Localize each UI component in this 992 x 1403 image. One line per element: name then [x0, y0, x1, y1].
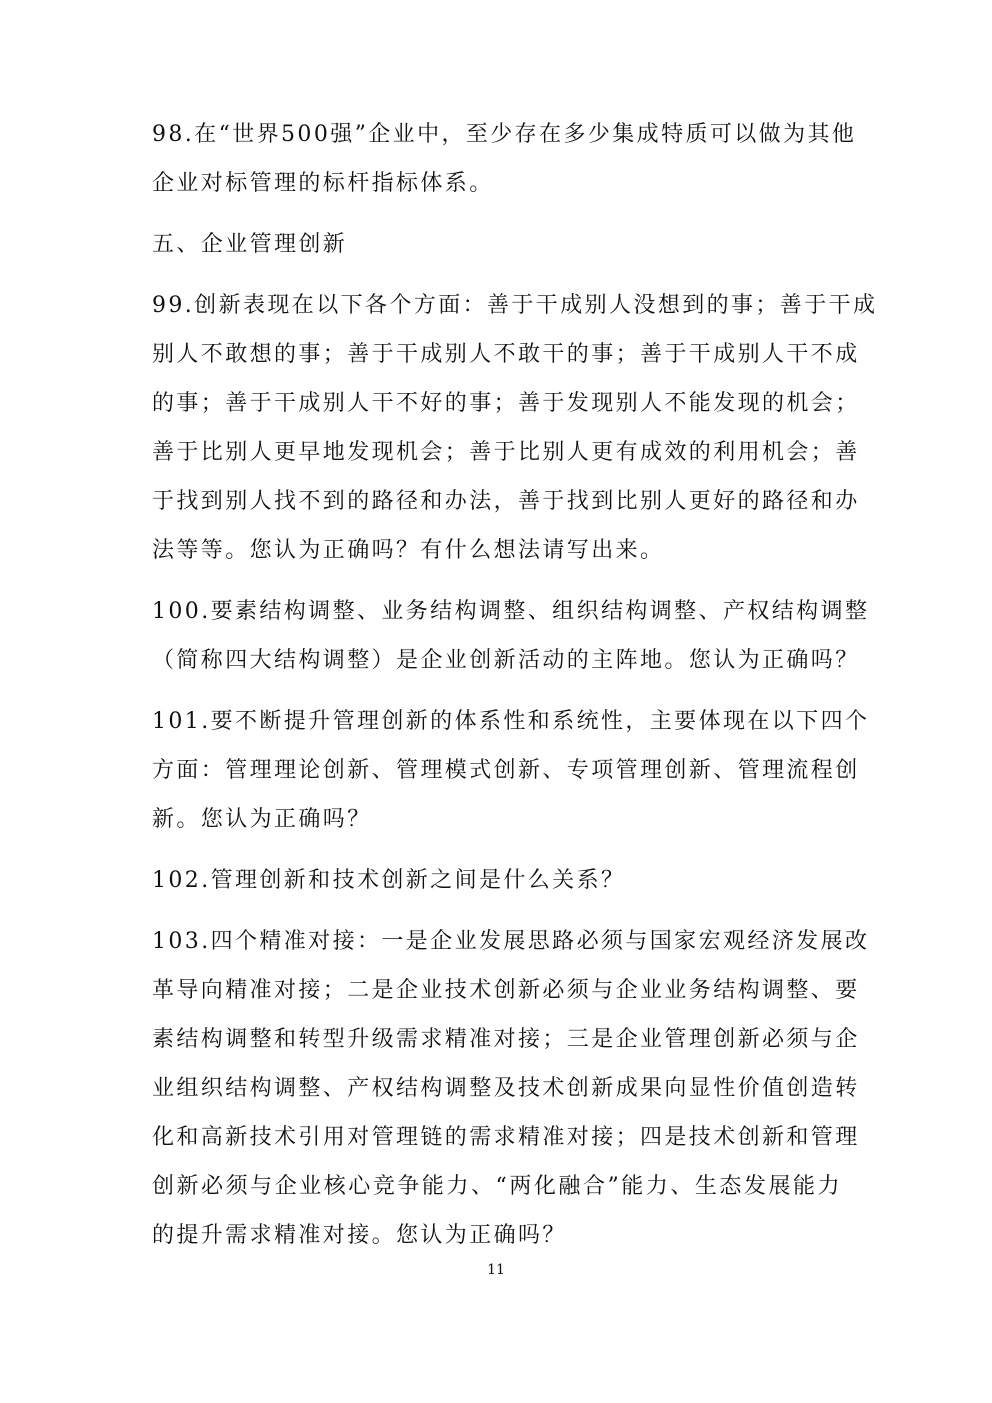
text-line: 革导向精准对接；二是企业技术创新必须与企业业务结构调整、要 [152, 978, 860, 1003]
text-line: 业组织结构调整、产权结构调整及技术创新成果向显性价值创造转 [152, 1076, 860, 1101]
section-heading [152, 220, 842, 269]
text-line: 别人不敢想的事；善于干成别人不敢干的事；善于干成别人干不成 [152, 342, 860, 367]
text-line: 于找到别人找不到的路径和办法，善于找到比别人更好的路径和办 [152, 489, 860, 514]
text-line: 企业对标管理的标杆指标体系。 [152, 171, 494, 196]
text-line: 方面：管理理论创新、管理模式创新、专项管理创新、管理流程创 [152, 758, 860, 783]
question-99 [152, 281, 878, 575]
text-line: 的提升需求精准对接。您认为正确吗？ [152, 1223, 567, 1248]
text-line: 102.管理创新和技术创新之间是什么关系？ [152, 868, 626, 893]
section-title: 五、企业管理创新 [152, 232, 348, 257]
text-line: 100.要素结构调整、业务结构调整、组织结构调整、产权结构调整 [152, 599, 870, 624]
question-103 [152, 917, 870, 1260]
question-100 [152, 587, 870, 685]
text-line: 善于比别人更早地发现机会；善于比别人更有成效的利用机会；善 [152, 440, 860, 465]
question-98 [152, 110, 857, 208]
question-101 [152, 697, 870, 844]
question-102 [152, 856, 842, 905]
text-line: 创新必须与企业核心竞争能力、“两化融合”能力、生态发展能力 [152, 1174, 842, 1199]
text-line: 103.四个精准对接：一是企业发展思路必须与国家宏观经济发展改 [152, 929, 870, 954]
document-body [152, 110, 878, 1272]
text-line: 新。您认为正确吗？ [152, 807, 372, 832]
text-line: 101.要不断提升管理创新的体系性和系统性，主要体现在以下四个 [152, 709, 870, 734]
page-number: 11 [487, 1262, 505, 1278]
text-line: （简称四大结构调整）是企业创新活动的主阵地。您认为正确吗？ [152, 648, 860, 673]
text-line: 法等等。您认为正确吗？有什么想法请写出来。 [152, 538, 665, 563]
text-line: 的事；善于干成别人干不好的事；善于发现别人不能发现的机会； [152, 391, 860, 416]
text-line: 素结构调整和转型升级需求精准对接；三是企业管理创新必须与企 [152, 1027, 860, 1052]
text-line: 98.在“世界500强”企业中，至少存在多少集成特质可以做为其他 [152, 122, 857, 147]
text-line: 99.创新表现在以下各个方面：善于干成别人没想到的事；善于干成 [152, 293, 878, 318]
text-line: 化和高新技术引用对管理链的需求精准对接；四是技术创新和管理 [152, 1125, 860, 1150]
